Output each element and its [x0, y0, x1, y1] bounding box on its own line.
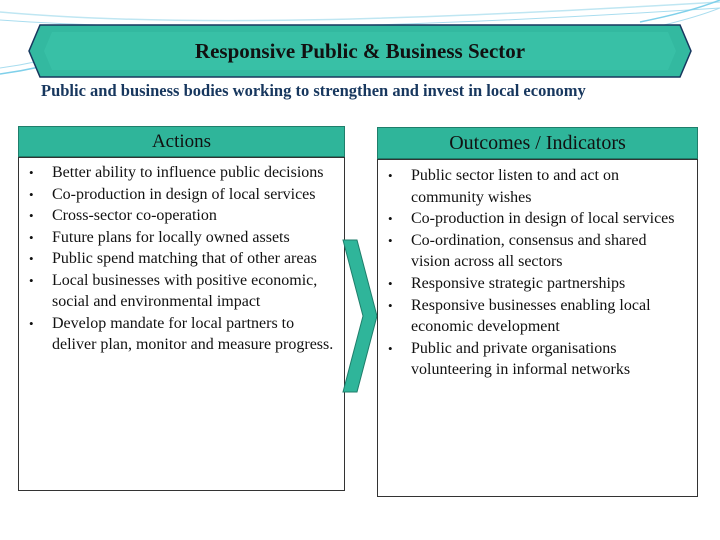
- list-item: • Develop mandate for local partners to deliver plan, monitor and measure progress.: [19, 313, 336, 356]
- list-item: • Cross-sector co-operation: [19, 205, 336, 227]
- actions-panel: [18, 157, 345, 491]
- outcomes-header: Outcomes / Indicators: [377, 127, 698, 159]
- list-item: • Responsive businesses enabling local economic development: [378, 295, 689, 338]
- actions-header: Actions: [18, 126, 345, 157]
- list-item: • Local businesses with positive economic, social and environmental impact: [19, 270, 336, 313]
- list-item: • Better ability to influence public decisions: [19, 162, 336, 184]
- outcomes-list: [378, 165, 689, 381]
- list-item: • Public and private organisations volunteering in informal networks: [378, 338, 689, 381]
- subtitle: Public and business bodies working to strengthen and invest in local economy: [41, 81, 586, 100]
- list-item: • Responsive strategic partnerships: [378, 273, 689, 295]
- page-title: Responsive Public & Business Sector: [194, 38, 526, 63]
- actions-list: [19, 162, 336, 356]
- list-item: • Co-ordination, consensus and shared vision across all sectors: [378, 230, 689, 273]
- list-item: • Public sector listen to and act on community wishes: [378, 165, 689, 208]
- list-item: • Co-production in design of local services: [19, 184, 336, 206]
- chevron-arrow-icon: [341, 238, 379, 394]
- list-item: • Public spend matching that of other areas: [19, 248, 336, 270]
- list-item: • Future plans for locally owned assets: [19, 227, 336, 249]
- list-item: • Co-production in design of local services: [378, 208, 689, 230]
- outcomes-panel: [377, 159, 698, 497]
